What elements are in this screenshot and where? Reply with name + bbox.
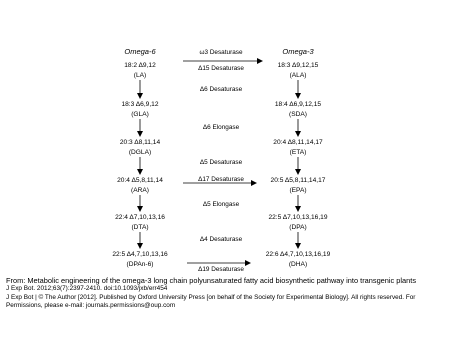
omega3-compound-dpa [268,214,327,231]
compound-abbr: (ETA) [289,149,307,156]
caption-copyright: J Exp Bot | © The Author [2012]. Published by Oxford University Press [on behalf of the Society for Experimental Biology]. All rights reserved. For Permissions, please e-mail: journals.permissions@oup.com [6,293,416,309]
enzyme-d19-desaturase: Δ19 Desaturase [198,266,244,273]
compound-formula: 22:6 Δ4,7,10,13,16,19 [265,251,331,258]
compound-abbr: (EPA) [289,187,307,194]
compound-formula: 22:4 Δ7,10,13,16 [115,214,165,221]
omega6-compound-ara [117,177,163,194]
enzyme-d6-elongase: Δ6 Elongase [202,124,240,131]
compound-abbr: (DGLA) [128,149,152,156]
compound-formula: 22:5 Δ7,10,13,16,19 [268,214,328,221]
enzyme-d5-desaturase: Δ5 Desaturase [199,159,243,166]
enzyme-d6-desaturase: Δ6 Desaturase [199,86,243,93]
compound-formula: 18:2 Δ9,12 [124,62,156,69]
compound-formula: 18:3 Δ6,9,12 [121,101,159,108]
compound-formula: 18:3 Δ9,12,15 [277,62,319,69]
omega3-compound-ala [278,62,319,79]
compound-abbr: (GLA) [131,111,149,118]
omega3-compound-eta [273,139,323,156]
caption-citation: J Exp Bot. 2012;63(7):2397-2410. doi:10.1093/jxb/err454 [6,285,168,293]
compound-abbr: (ARA) [131,187,149,194]
omega3-compound-sda [275,101,322,118]
figure-caption [6,276,446,310]
enzyme-d4-desaturase: Δ4 Desaturase [199,236,243,243]
omega3-heading: Omega-3 [282,47,314,56]
compound-formula: 20:3 Δ8,11,14 [119,139,161,146]
compound-abbr: (ALA) [289,72,307,79]
omega6-heading: Omega-6 [124,47,156,56]
compound-formula: 20:4 Δ5,8,11,14 [117,177,163,184]
compound-abbr: (DHA) [288,261,308,268]
compound-abbr: (LA) [133,72,147,79]
omega6-compound-gla [121,101,158,118]
enzyme-d17-desaturase: Δ17 Desaturase [198,176,244,183]
enzyme-omega3-desaturase: ω3 Desaturase [199,49,243,56]
compound-formula: 22:5 Δ4,7,10,13,16 [112,251,168,258]
compound-formula: 18:4 Δ6,9,12,15 [274,101,322,108]
omega3-compound-epa [271,177,326,194]
compound-abbr: (SDA) [289,111,307,118]
compound-abbr: (DPA) [289,224,307,231]
omega6-compound-dpan6 [112,251,168,268]
enzyme-d5-elongase: Δ5 Elongase [202,201,240,208]
omega3-compound-dha [266,251,331,268]
caption-source: From: Metabolic engineering of the omega-3 long chain polyunsaturated fatty acid biosynthetic pathway into transgenic plants [6,276,417,285]
omega6-compound-dgla [120,139,161,156]
enzyme-d15-desaturase: Δ15 Desaturase [198,65,244,72]
compound-abbr: (DTA) [131,224,149,231]
omega6-compound-la [124,62,156,79]
compound-formula: 20:5 Δ5,8,11,14,17 [270,177,326,184]
compound-formula: 20:4 Δ8,11,14,17 [273,139,323,146]
compound-abbr: (DPAn-6) [126,261,154,268]
omega6-compound-dta [115,214,165,231]
